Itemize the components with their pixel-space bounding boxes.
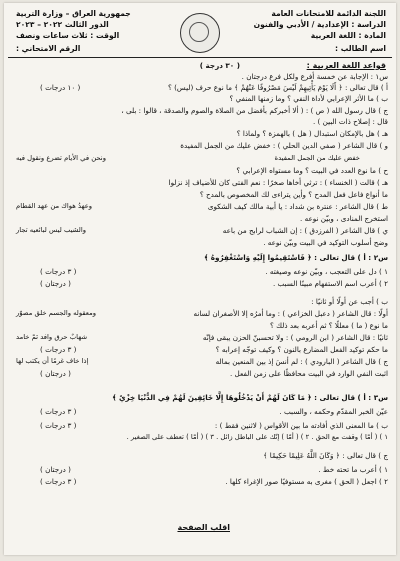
header-right-3: المادة : اللغة العربية [310,31,386,40]
q1-more-7: وضح أسلوب التوكيد في البيت وبيّن نوعه . [263,238,388,247]
q2-marks-4: ( درجتان ) [40,369,71,378]
q1-more-4: ط ) قال الشاعر : عنترة بن شداد : يا أبية مالك كيف الشكوى [207,202,388,211]
q3-line-7: ٢ ) اجعل ( الحق ) مغرى به مستوفيًا صور الإغراء كلها . [225,477,388,486]
emblem-icon [180,13,220,53]
q1-line-4: ج ) قال رسول الله ( ص ) : ( ألا أخبركم بأفضل من الصلاة والصوم والصدقة ، قالوا : بلى ، [121,106,388,115]
q1-line-6: هـ ) هل بالإمكان استبدال ( هل ) بالهمزة ؟ ولماذا ؟ [236,129,388,138]
q1-more-6: ي ) قال الشاعر ( الفرزدق ) : إن الشباب لرابح من باعه [222,226,388,235]
poem2-left: وعهدُ هواك من عهد القطام [16,202,93,210]
q2-line-5: أولًا : قال الشاعر ( دعبل الخزاعي ) : وما أمرُه إلا الأصغران لسانه [193,309,388,318]
q2-line-2: ١ ) دل على التعجب ، وبيّن نوعه وصيغته . [265,267,388,276]
q2-line-6: ما نوع ( ما ) معللًا ؟ ثم أعربه بعد ذلك ؟ [269,321,388,330]
q2-line-8: ما حكم توكيد الفعل المضارع بالنون ؟ وكيف توجّه إعرابه ؟ [215,345,388,354]
q3-line-4: ١ ) ( أمّا ) وقفت مع الحق . ٢ ) ( أمّا ) إنّك على الباطل زائل . ٣ ) ( أمّا ) تعطف على الصغير . [126,433,388,441]
header-right-1: اللجنة الدائمة للامتحانات العامة [271,9,386,18]
poem3-right: شهابٌ حرق وافد ثمّ خامد [16,333,88,341]
header-left-1: جمهورية العراق – وزارة التربية [16,9,131,18]
q2-marks-2: ( درجتان ) [40,279,71,288]
q1-marks: ( ١٠ درجات ) [40,83,81,92]
poem1-left: ونحن في الأيام تضرع ونقول فيه [16,154,106,162]
q2-marks-1: ( ٣ درجات ) [40,267,77,276]
header-left-4: الرقم الامتحاني : [16,44,81,53]
q1-line-5: قال : إصلاح ذات البين ) . [312,117,388,126]
q1-line-3: ب ) ما الأثر الإعرابي لأداة النفي ؟ وما زمنها المنفي ؟ [229,94,388,103]
turn-page-footer: اقلب الصفحة [177,523,230,532]
q1-line-2: أ ) قال تعالى : ﴿ أَلَا يَوْمَ يَأْتِيهِمْ لَيْسَ مَصْرُوفًا عَنْهُمْ ﴾ ما نوع حرف (ليس) ؟ [168,83,388,92]
poem1-right: خفض عليك من الجمل المفيدة [274,154,360,162]
q3-line-2: عيّن الخبر المقدّم وحكمه ، والسبب . [279,407,388,416]
header-left-3: الوقت : ثلاث ساعات ونصف [16,31,120,40]
q3-marks-1: ( ٣ درجات ) [40,407,77,416]
q2-marks-3: ( ٣ درجات ) [40,345,77,354]
q3-marks-4: ( ٣ درجات ) [40,477,77,486]
poem3-left: ومعقوله والجسم خلق مصوّر [16,309,97,317]
header-divider [8,57,392,58]
q2-line-1: س٢ : أ ) قال تعالى : ﴿ فَاسْتَقِيمُوا إِلَيْهِ وَاسْتَغْفِرُوهُ ﴾ [204,253,388,262]
exam-sheet [4,3,396,555]
q1-more-5: استخرج المنادى ، وبيّن نوعه . [300,214,388,223]
q2-line-3: ٢ ) أعرب اسم الاستفهام مبينًا السبب . [272,279,388,288]
poem4-left: إذا خاف غرمًا أن يكتب لها [16,357,89,365]
q1-line-1: س١ : الإجابة عن خمسة أفرع ولكل فرع درجتان . [241,72,388,81]
section-marks: ( ٣٠ درجة ) [199,61,240,70]
q2-line-9: ج ) قال الشاعر ( البارودي ) : لم أنسَ إذ بين المنعين بماله [215,357,388,366]
poem2-right: والشيب ليس لبائعيه تجار [16,226,86,234]
q3-line-6: ١ ) أعرب ما تحته خط . [318,465,388,474]
section-title: قواعد اللغة العربية : [306,61,386,70]
q1-more-2: هـ ) قالت ( الخنساء ) : ترثي أخاها صخرًا : نعم الفتى كان للأضياف إذ نزلوا [168,178,388,187]
q3-marks-3: ( درجتان ) [40,465,71,474]
q3-line-1: س٣ : أ ) قال تعالى : ﴿ مَا كَانَ لَهُمْ أَنْ يَدْخُلُوهَا إِلَّا خَائِفِينَ لَهُمْ فِي الدُّنْيَا خِزْيٌ ﴾ [112,393,388,402]
q1-more-1: ح ) ما نوع العدد في البيت ؟ وما مستواه الإعرابي ؟ [236,166,388,175]
q3-line-5: ج ) قال تعالى : ﴿ وَكَانَ اللَّهُ عَلِيمًا حَكِيمًا ﴾ [263,451,388,460]
q3-line-3: ب ) ما المعنى الذي أفادته ما بين الأقواس ( لاثنين فقط ) : [214,421,388,430]
header-right-4: اسم الطالب : [335,44,386,53]
q2-line-10: اثبت النفي الوارد في البيت محافظًا على زمن الفعل . [229,369,388,378]
header-right-2: الدراسة : الإعدادية / الأدبي والفنون [253,20,386,29]
q3-marks-2: ( ٣ درجات ) [40,421,77,430]
header-left-2: الدور الثالث ٢٠٢٢ – ٢٠٢٣ [16,20,109,29]
q1-more-3: ما أنواع فاعل فعل المدح ؟ وأين يتراءى لك المخصوص بالمدح ؟ [199,190,388,199]
q2-line-4: ب ) أجب عن أولًا أو ثانيًا : [311,297,388,306]
q2-line-7: ثانيًا : قال الشاعر ( ابن الرومي ) : ولا تحسبنّ الحزن يبقى فإنّه [202,333,388,342]
q1-line-7: و ) قال الشاعر ( صفي الدين الحلي ) : خفض عليك من الجمل المفيدة [180,141,388,150]
